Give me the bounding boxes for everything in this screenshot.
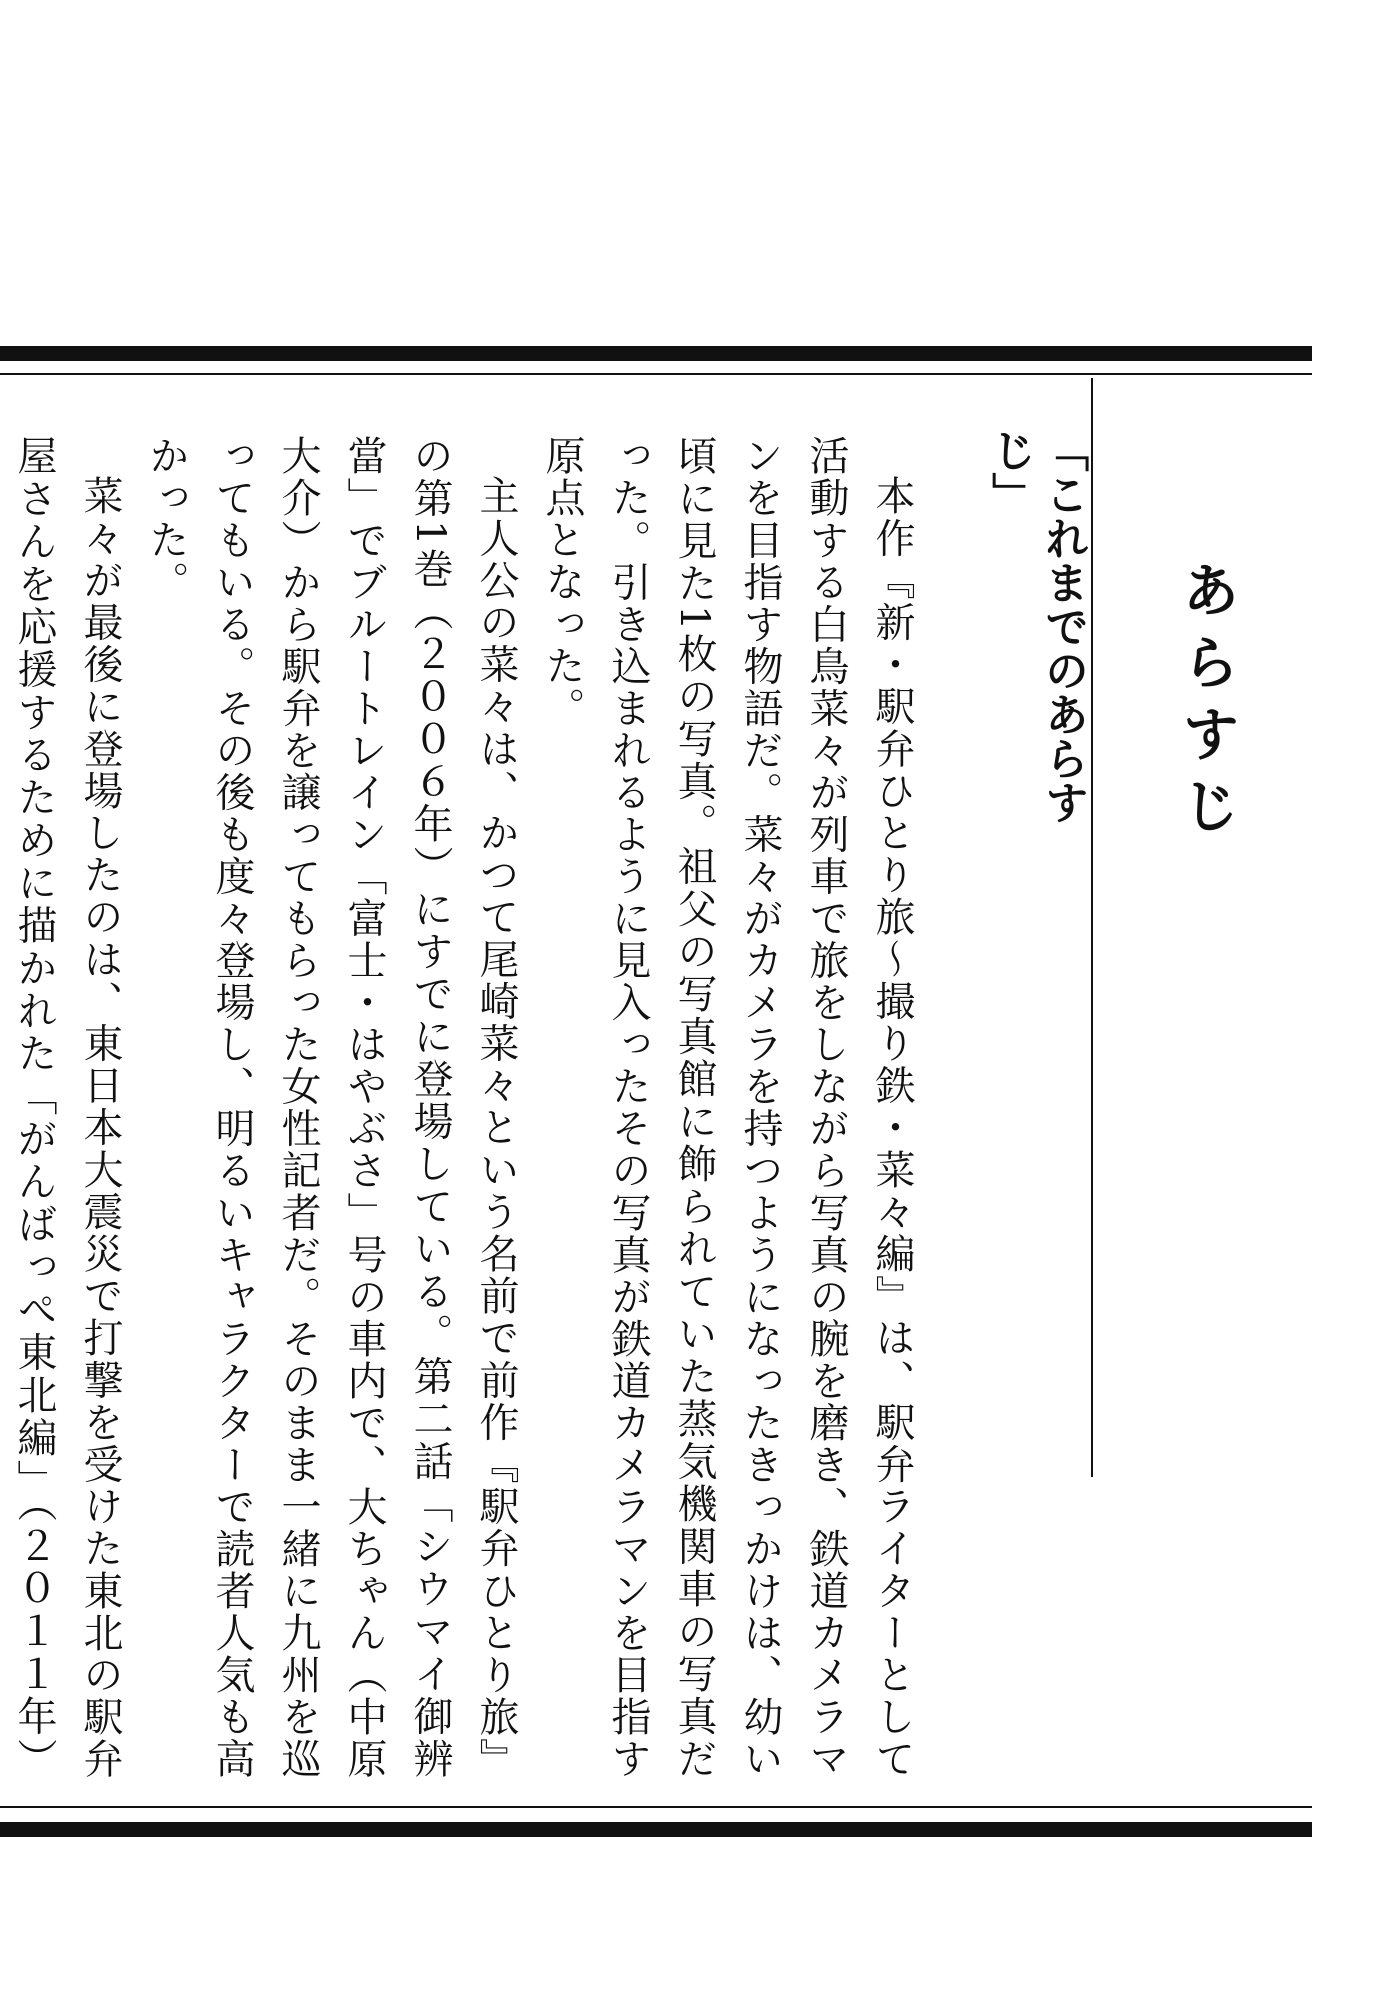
top-thick-rule: [0, 346, 1312, 361]
section-heading: 「これまでのあらすじ」: [984, 428, 1088, 824]
page-title: あらすじ: [1172, 560, 1240, 848]
paragraph-2: 主人公の菜々は、かつて尾崎菜々という名前で前作『駅弁ひとり旅』の第1巻（２００６年）にすでに登場している。第二話「シウマイ御辨當」でブルートレイン「富士・はやぶさ」号の車内で、大ちゃん（中原大介）から駅弁を譲ってもらった女性記者だ。そのまま一緒に九州を巡ってもいる。その後も度々登場し、明るいキャラクターで読者人気も高かった。: [143, 435, 519, 1780]
paragraph-3: 菜々が最後に登場したのは、東日本大震災で打撃を受けた東北の駅弁屋さんを応援するために描かれた「がんばっぺ東北編」（２０１１年）: [11, 435, 123, 1780]
title-divider: [1091, 378, 1093, 1477]
top-thin-rule: [0, 373, 1312, 375]
bottom-thick-rule: [0, 1822, 1312, 1837]
paragraph-1: 本作『新・駅弁ひとり旅〜撮り鉄・菜々編』は、駅弁ライターとして活動する白鳥菜々が列車で旅をしながら写真の腕を磨き、鉄道カメラマンを目指す物語だ。菜々がカメラを持つようになったきっかけは、幼い頃に見た1枚の写真。祖父の写真館に飾られていた蒸気機関車の写真だった。引き込まれるように見入ったその写真が鉄道カメラマンを目指す原点となった。: [539, 435, 915, 1780]
bottom-thin-rule: [0, 1806, 1312, 1808]
body-text: [11, 435, 925, 1780]
